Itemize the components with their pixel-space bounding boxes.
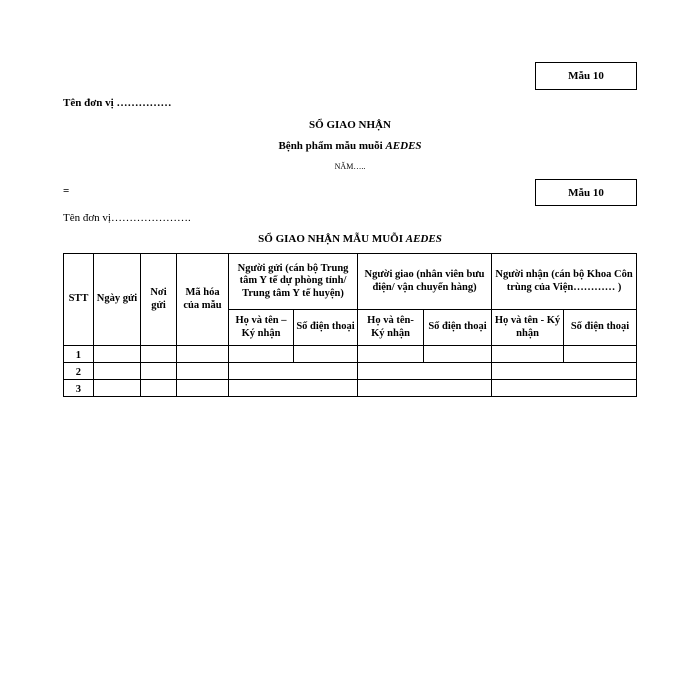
header-sender-name: Họ và tên – Ký nhận: [229, 310, 294, 346]
log-title: [0, 233, 700, 245]
table-cell: [141, 363, 177, 380]
table-cell: [564, 346, 637, 363]
table-cell: [294, 346, 358, 363]
table-cell: [492, 380, 637, 397]
table-cell: [229, 363, 358, 380]
table-row: [64, 380, 637, 397]
table-cell: [177, 380, 229, 397]
unit-label-top: Tên đơn vị ……………: [63, 97, 172, 109]
header-stt: STT: [64, 254, 94, 346]
table-cell: [141, 346, 177, 363]
table-cell: [492, 346, 564, 363]
table-cell: [358, 346, 424, 363]
header-receiver-name: Họ và tên - Ký nhận: [492, 310, 564, 346]
table-cell: [141, 380, 177, 397]
table-cell: [229, 380, 358, 397]
form-label-second: Mẫu 10: [568, 186, 604, 199]
subtitle-prefix: Bệnh phẩm mẫu muỗi: [278, 140, 386, 152]
table-cell: [94, 380, 141, 397]
header-sample-code: Mã hóa của mẫu: [177, 254, 229, 346]
table-cell: [177, 346, 229, 363]
table-cell: [424, 346, 492, 363]
header-receiver: Người nhận (cán bộ Khoa Côn trùng của Viện………… ): [492, 254, 637, 310]
table-row: [64, 363, 637, 380]
header-deliverer-name: Họ và tên- Ký nhận: [358, 310, 424, 346]
unit-label-second: Tên đơn vị………………….: [63, 212, 191, 224]
form-label-box-top: [535, 62, 637, 90]
document-subtitle: [0, 140, 700, 152]
header-deliverer-phone: Số điện thoại: [424, 310, 492, 346]
row-number: 3: [64, 380, 94, 397]
form-label-top: Mẫu 10: [568, 70, 604, 82]
document-title: SỔ GIAO NHẬN: [309, 119, 391, 131]
header-deliverer: Người giao (nhân viên bưu điện/ vận chuyển hàng): [358, 254, 492, 310]
table-cell: [94, 346, 141, 363]
table-cell: [229, 346, 294, 363]
table-cell: [177, 363, 229, 380]
log-title-prefix: SỔ GIAO NHẬN MẪU MUỖI: [258, 233, 406, 245]
form-label-box-second: [535, 179, 637, 206]
row-number: 1: [64, 346, 94, 363]
table-cell: [358, 363, 492, 380]
header-sender-place: Nơi gửi: [141, 254, 177, 346]
row-number: 2: [64, 363, 94, 380]
header-receiver-phone: Số điện thoại: [564, 310, 637, 346]
equals-mark: =: [63, 185, 70, 197]
table-cell: [358, 380, 492, 397]
header-sender: Người gửi (cán bộ Trung tâm Y tế dự phòng tỉnh/ Trung tâm Y tế huyện): [229, 254, 358, 310]
subtitle-italic: AEDES: [385, 140, 422, 152]
header-send-date: Ngày gửi: [94, 254, 141, 346]
table-cell: [492, 363, 637, 380]
year-label: NĂM…..: [334, 162, 366, 171]
header-sender-phone: Số điện thoại: [294, 310, 358, 346]
delivery-log-table: [63, 253, 637, 397]
table-cell: [94, 363, 141, 380]
log-title-italic: AEDES: [405, 233, 442, 245]
table-row: [64, 346, 637, 363]
